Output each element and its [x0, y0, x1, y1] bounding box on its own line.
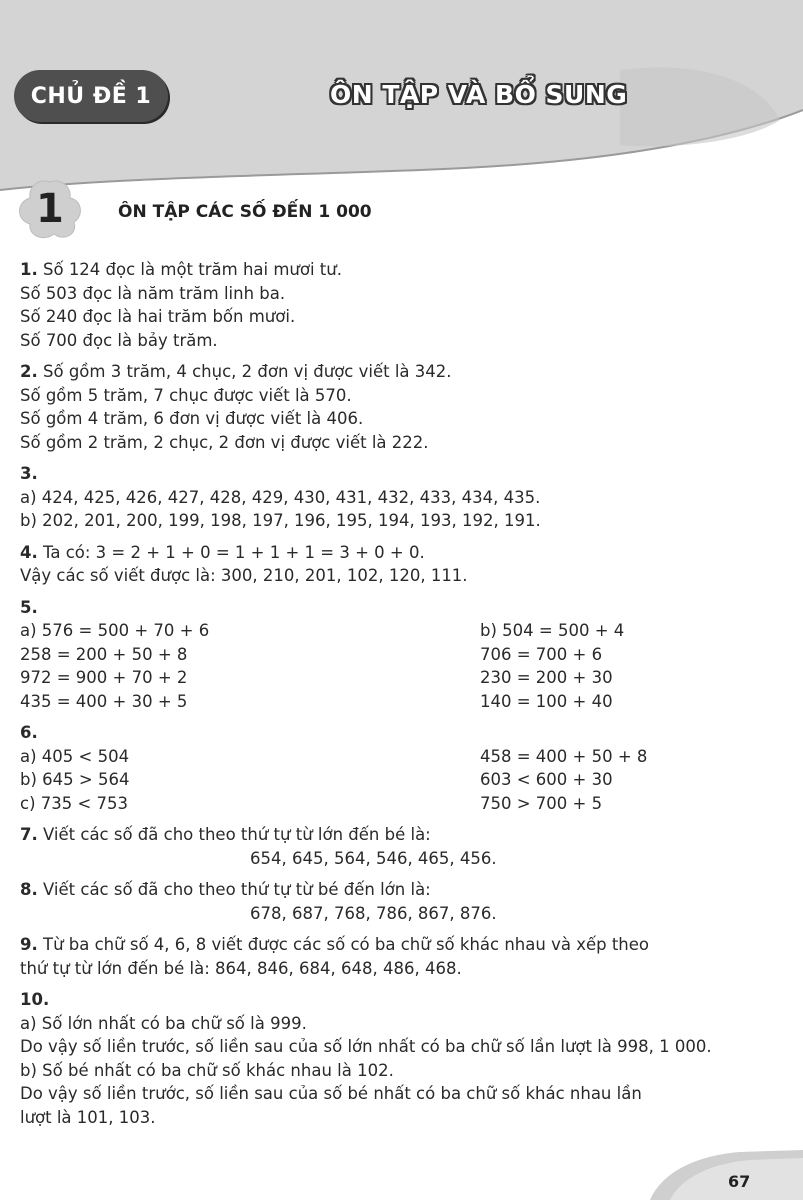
text-line: lượt là 101, 103. — [20, 1107, 156, 1127]
exercise-4 — [20, 541, 780, 588]
text-line: 750 > 700 + 5 — [480, 793, 603, 813]
text-line: 230 = 200 + 30 — [480, 668, 613, 687]
text-line: b) 645 > 564 — [20, 770, 130, 789]
exercise-2 — [20, 360, 780, 454]
text-line: c) 735 < 753 — [20, 793, 129, 813]
text-line: Từ ba chữ số 4, 6, 8 viết được các số có ba chữ số khác nhau và xếp theo — [43, 935, 649, 954]
chapter-label-badge — [14, 70, 168, 122]
exercise-number: 1. — [20, 260, 38, 279]
text-line: Số gồm 4 trăm, 6 đơn vị được viết là 406. — [20, 409, 364, 428]
text-line: Ta có: 3 = 2 + 1 + 0 = 1 + 1 + 1 = 3 + 0 + 0. — [43, 542, 425, 562]
text-line: Do vậy số liền trước, số liền sau của số lớn nhất có ba chữ số lần lượt là 998, 1 000. — [20, 1037, 712, 1056]
chapter-title: ÔN TẬP VÀ BỔ SUNG — [330, 80, 628, 109]
text-line: b) Số bé nhất có ba chữ số khác nhau là 102. — [20, 1060, 394, 1080]
text-line: b) 202, 201, 200, 199, 198, 197, 196, 195, 194, 193, 192, 191. — [20, 511, 541, 530]
text-line: b) 504 = 500 + 4 — [480, 621, 625, 640]
text-line: Số gồm 3 trăm, 4 chục, 2 đơn vị được viết là 342. — [43, 362, 452, 381]
text-line: a) 405 < 504 — [20, 746, 130, 766]
exercise-10 — [20, 988, 780, 1129]
text-line: 654, 645, 564, 546, 465, 456. — [250, 848, 497, 868]
lesson-number: 1 — [36, 186, 64, 232]
text-line: Viết các số đã cho theo thứ tự từ bé đến lớn là: — [43, 880, 431, 899]
exercise-7 — [20, 823, 780, 870]
text-line: Số 503 đọc là năm trăm linh ba. — [20, 283, 286, 303]
text-line: 258 = 200 + 50 + 8 — [20, 644, 188, 664]
exercise-number: 5. — [20, 597, 38, 617]
lesson-title: ÔN TẬP CÁC SỐ ĐẾN 1 000 — [118, 202, 372, 222]
text-line: a) Số lớn nhất có ba chữ số là 999. — [20, 1013, 307, 1033]
text-line: Viết các số đã cho theo thứ tự từ lớn đến bé là: — [43, 825, 431, 844]
exercise-number: 3. — [20, 464, 38, 483]
exercise-content — [20, 258, 780, 1137]
exercise-number: 10. — [20, 990, 50, 1009]
text-line: thứ tự từ lớn đến bé là: 864, 846, 684, 648, 486, 468. — [20, 958, 462, 978]
exercise-number: 6. — [20, 723, 38, 742]
text-line: 603 < 600 + 30 — [480, 770, 613, 789]
exercise-6 — [20, 721, 780, 815]
text-line: a) 424, 425, 426, 427, 428, 429, 430, 431, 432, 433, 434, 435. — [20, 487, 541, 507]
exercise-8 — [20, 878, 780, 925]
text-line: Số gồm 2 trăm, 2 chục, 2 đơn vị được viết là 222. — [20, 432, 429, 452]
exercise-3 — [20, 462, 780, 533]
text-line: Số 700 đọc là bảy trăm. — [20, 330, 218, 350]
text-line: Số gồm 5 trăm, 7 chục được viết là 570. — [20, 385, 352, 405]
page-number-tab — [650, 1146, 803, 1200]
text-line: Vậy các số viết được là: 300, 210, 201, 102, 120, 111. — [20, 566, 468, 585]
exercise-number: 9. — [20, 935, 38, 954]
exercise-number: 7. — [20, 825, 38, 844]
text-line: 458 = 400 + 50 + 8 — [480, 746, 648, 766]
text-line: Số 124 đọc là một trăm hai mươi tư. — [43, 260, 342, 279]
text-line: 678, 687, 768, 786, 867, 876. — [250, 903, 497, 923]
text-line: Số 240 đọc là hai trăm bốn mươi. — [20, 307, 296, 326]
text-line: 972 = 900 + 70 + 2 — [20, 668, 188, 687]
exercise-number: 4. — [20, 542, 38, 562]
text-line: 435 = 400 + 30 + 5 — [20, 691, 188, 711]
exercise-5 — [20, 596, 780, 714]
exercise-9 — [20, 933, 780, 980]
exercise-1 — [20, 258, 780, 352]
page-number: 67 — [728, 1172, 751, 1191]
exercise-number: 2. — [20, 362, 38, 381]
text-line: a) 576 = 500 + 70 + 6 — [20, 621, 210, 640]
text-line: Do vậy số liền trước, số liền sau của số bé nhất có ba chữ số khác nhau lần — [20, 1084, 642, 1103]
chapter-label: CHỦ ĐỀ 1 — [30, 83, 152, 109]
text-line: 706 = 700 + 6 — [480, 644, 603, 664]
exercise-number: 8. — [20, 880, 38, 899]
text-line: 140 = 100 + 40 — [480, 691, 613, 711]
